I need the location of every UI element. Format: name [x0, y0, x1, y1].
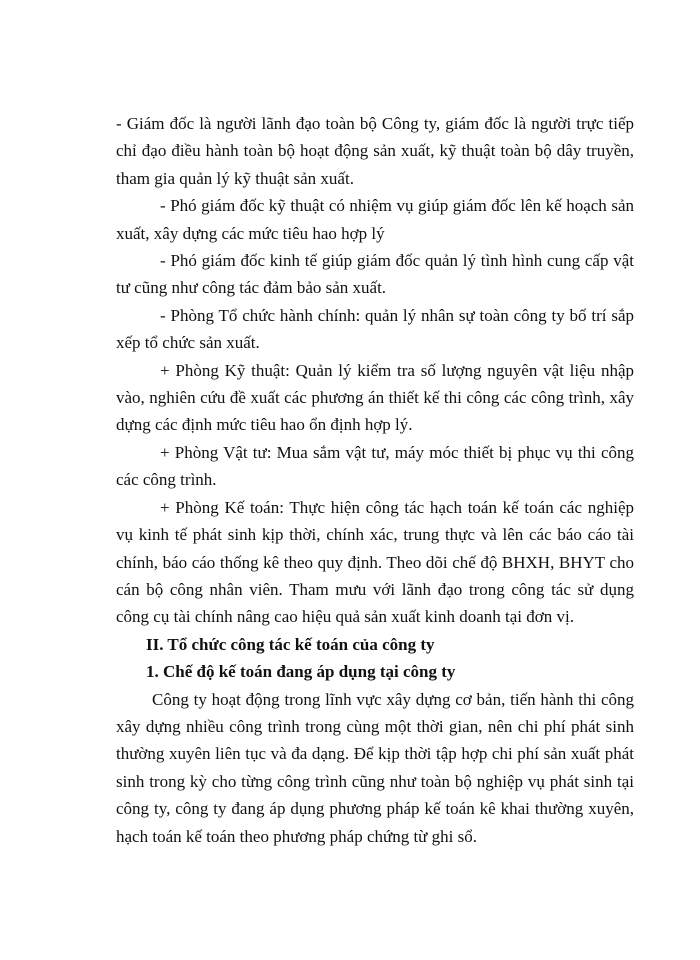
- paragraph-supplies-department: + Phòng Vật tư: Mua sắm vật tư, máy móc thiết bị phục vụ thi công các công trình.: [116, 442, 634, 490]
- document-body: [116, 110, 634, 850]
- paragraph-technical-deputy: - Phó giám đốc kỹ thuật có nhiệm vụ giúp giám đốc lên kế hoạch sản xuất, xây dựng các mức tiêu hao hợp lý: [116, 196, 634, 243]
- paragraph-economic-deputy: - Phó giám đốc kinh tế giúp giám đốc quản lý tình hình cung cấp vật tư cũng như công tác đảm bảo sản xuất.: [116, 251, 634, 298]
- subsection-heading-accounting-regime: 1. Chế độ kế toán đang áp dụng tại công ty: [146, 662, 456, 682]
- paragraph-accounting-department: + Phòng Kế toán: Thực hiện công tác hạch toán kế toán các nghiệp vụ kinh tế phát sinh kịp thời, chính xác, trung thực và lên các báo cáo tài chính, báo cáo thống kê theo quy định. Theo dõi chế độ BHXH, BHYT cho cán bộ công nhân viên. Tham mưu với lãnh đạo trong công tác sử dụng công cụ tài chính nâng cao hiệu quả sản xuất kinh doanh tại đơn vị.: [116, 497, 634, 627]
- paragraph-director: - Giám đốc là người lãnh đạo toàn bộ Công ty, giám đốc là người trực tiếp chỉ đạo điều hành toàn bộ hoạt động sản xuất, kỹ thuật toàn bộ dây truyền, tham gia quản lý kỹ thuật sản xuất.: [116, 114, 634, 188]
- paragraph-technical-department: + Phòng Kỹ thuật: Quản lý kiểm tra số lượng nguyên vật liệu nhập vào, nghiên cứu đề xuất các phương án thiết kế thi công các công trình, xây dựng các định mức tiêu hao ổn định hợp lý.: [116, 360, 634, 435]
- paragraph-accounting-method: Công ty hoạt động trong lĩnh vực xây dựng cơ bản, tiến hành thi công xây dựng nhiều công trình trong cùng một thời gian, nên chi phí phát sinh thường xuyên liên tục và đa dạng. Để kịp thời tập hợp chi phí sản xuất phát sinh trong kỳ cho từng công trình cũng như toàn bộ nghiệp vụ phát sinh tại công ty, công ty đang áp dụng phương pháp kế toán kê khai thường xuyên, hạch toán kế toán theo phương pháp chứng từ ghi sổ.: [116, 689, 634, 846]
- section-heading-accounting-organization: II. Tổ chức công tác kế toán của công ty: [146, 634, 435, 654]
- paragraph-admin-department: - Phòng Tổ chức hành chính: quản lý nhân sự toàn công ty bố trí sắp xếp tổ chức sản xuất.: [116, 305, 634, 353]
